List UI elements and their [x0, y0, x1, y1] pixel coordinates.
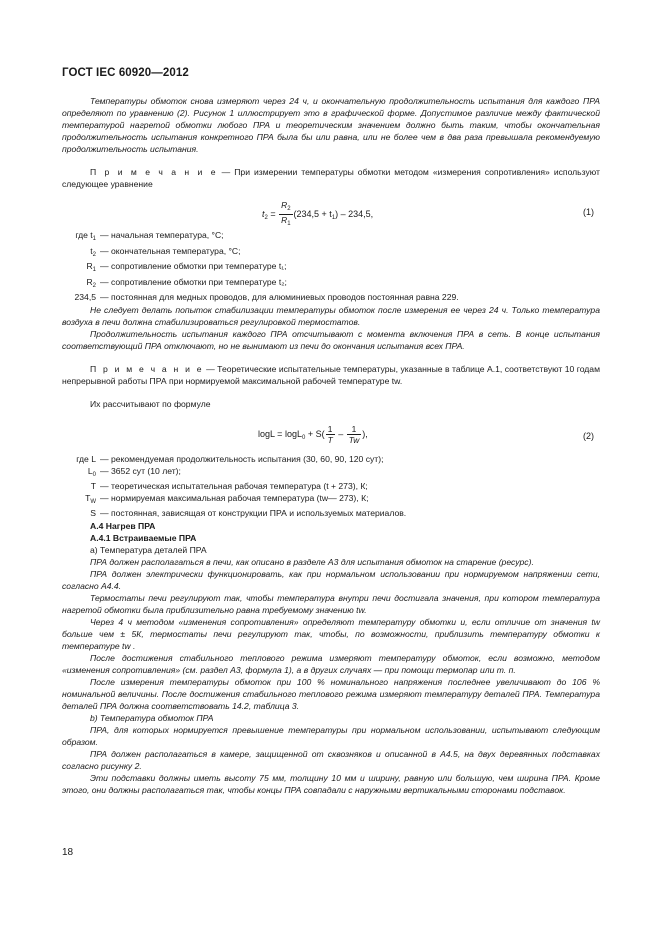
formula-2-f1-numerator: 1: [326, 424, 335, 435]
formula-1-fraction: [279, 200, 292, 229]
definition-symbol: [62, 261, 96, 277]
note-2-text: — Теоретические испытательные температуры, указанные в таблице А.1, соответствуют 10 годам непрерывной работы ПРА при нормируемой максимальной рабочей температуре tw.: [62, 363, 600, 386]
calc-intro: Их рассчитывают по формуле: [90, 398, 211, 409]
formula-2-expression: [258, 424, 368, 445]
definition-symbol-text: R: [86, 261, 93, 272]
definition-row: [62, 246, 600, 262]
definition-description: — сопротивление обмотки при температуре t₁;: [100, 261, 287, 272]
page-body: [62, 95, 600, 796]
definition-row: [62, 292, 600, 304]
definitions-formula-1: [62, 230, 600, 304]
definition-description: — постоянная, зависящая от конструкции ПРА и используемых материалов.: [100, 508, 407, 519]
paragraph-final-duration: Температуры обмоток снова измеряют через 24 ч, и окончательную продолжительность испытания для каждого ПРА определяют по уравнению (2). Рисунок 1 иллюстрирует это в графической форме. Допустимое различие между фактической температурой нагретой обмотки любого ПРА и теоретическим значением должно быть таким, чтобы окончательная продолжительность испытания конкретного ПРА была бы или равна, или не более чем в два раза превышала рекомендуемую продолжительность испытания.: [62, 96, 600, 154]
note-resistance-method: [62, 166, 600, 190]
definition-symbol-sub: 0: [92, 471, 96, 478]
formula-1-numerator: R: [281, 200, 288, 210]
formula-1-expression: [262, 200, 373, 229]
item-a: а) Температура деталей ПРА: [90, 544, 207, 555]
definition-symbol-text: S: [90, 508, 96, 519]
paragraph-stable-mode: После достижения стабильного теплового режима измеряют температуру обмоток, если возможно, методом «изменения сопротивления» (см. раздел А3, формула 1), а в других случаях — при помощи термопар или т. п.: [62, 652, 600, 675]
definition-symbol-sub: 1: [92, 236, 96, 242]
formula-1-tail: ) – 234,5,: [335, 208, 374, 219]
note-text: — При измерении температуры обмотки методом «измерения сопротивления» используют следующее уравнение: [62, 167, 600, 189]
paragraph-oven-placement: ПРА должен располагаться в печи, как описано в разделе А3 для испытания обмоток на старение (ресурс).: [90, 556, 534, 567]
paragraph-106-percent: После измерения температуры обмоток при 100 % номинального напряжения последнее увеличивают до 106 % номинальной величины. После достижения стабильного теплового режима измеряют температуру деталей ПРА. Температура деталей ПРА должна соответствовать 14.2, таблица 3.: [62, 676, 600, 711]
heading-a41: А.4.1 Встраиваемые ПРА: [90, 532, 197, 543]
definition-symbol-sub: W: [90, 498, 96, 505]
heading-a4: А.4 Нагрев ПРА: [90, 520, 156, 531]
definition-description: — окончательная температура, °С;: [100, 245, 241, 256]
definition-symbol-text: t: [90, 245, 93, 256]
definition-symbol: [62, 230, 96, 246]
definition-symbol-sub: 1: [92, 267, 96, 274]
definition-row: [62, 454, 600, 466]
note-label: П р и м е ч а н и е: [90, 167, 218, 177]
formula-1-numerator-sub: 2: [287, 206, 291, 212]
formula-1-rest-sub: 1: [331, 214, 336, 221]
definition-symbol-text: где t: [75, 230, 93, 240]
standard-header: ГОСТ IEC 60920—2012: [62, 67, 189, 79]
definition-description: — нормируемая максимальная рабочая температура (tw— 273), К;: [100, 492, 369, 503]
paragraph-winding-test: ПРА, для которых нормируется превышение температуры при нормальном использовании, испытывают следующим образом.: [62, 724, 600, 747]
formula-1-number: (1): [583, 207, 594, 217]
definition-symbol: [62, 493, 96, 509]
definition-row: [62, 481, 600, 493]
formula-1-denominator-sub: 1: [287, 221, 291, 227]
definition-description: — рекомендуемая продолжительность испытания (30, 60, 90, 120 сут);: [100, 453, 384, 464]
definition-symbol-sub: 2: [92, 282, 96, 289]
definition-description: — 3652 сут (10 лет);: [100, 465, 181, 476]
definition-row: [62, 277, 600, 293]
definition-symbol-text: R: [86, 276, 93, 287]
formula-1-lhs: t: [262, 208, 265, 219]
paragraph-chamber: ПРА должен располагаться в камере, защищенной от сквозняков и описанной в А4.5, на двух деревянных подставках согласно рисунку 2.: [62, 748, 600, 771]
formula-2-number: (2): [583, 430, 594, 441]
formula-2-left: logL = logL: [258, 428, 302, 439]
definition-symbol-text: L: [87, 465, 93, 476]
definition-row: [62, 508, 600, 520]
formula-1: [62, 194, 600, 228]
formula-1-rest: (234,5 + t: [293, 208, 332, 219]
note-theoretical-temperatures: [62, 363, 600, 387]
paragraph-test-duration: Продолжительность испытания каждого ПРА отсчитывают с момента включения ПРА в сеть. В конце испытания соответствующий ПРА отключают, но не вынимают из печи до окончания испытания всех ПРА.: [62, 328, 600, 351]
item-b: b) Температура обмоток ПРА: [90, 712, 214, 723]
formula-2-f1-denominator: T: [327, 434, 333, 445]
definition-symbol: [62, 454, 96, 466]
definition-symbol-text: 234,5: [74, 292, 96, 303]
definition-symbol-text: T: [85, 492, 91, 503]
formula-1-eq: =: [267, 208, 279, 219]
definition-row: [62, 230, 600, 246]
definition-symbol: [62, 246, 96, 262]
definition-description: — постоянная для медных проводов, для алюминиевых проводов постоянная равна 229.: [100, 292, 459, 303]
definition-symbol-text: T: [90, 481, 96, 492]
paragraph-four-hours: Через 4 ч методом «изменения сопротивления» определяют температуру обмотки и, если отличие от значения tw больше чем ± 5К, термостаты печи регулируют так, чтобы, по возможности, приблизить температуру обмотки к температуре tw .: [62, 616, 600, 651]
formula-2-fraction-2: [347, 424, 362, 445]
formula-2-f2-denominator: Tw: [348, 434, 360, 445]
formula-2: [62, 418, 600, 452]
paragraph-supports: Эти подставки должны иметь высоту 75 мм, толщину 10 мм и ширину, равную или большую, чем ширина ПРА. Кроме этого, они должны располагаться так, чтобы концы ПРА совпадали с наружными вертикальными сторонами подставок.: [62, 772, 600, 795]
formula-2-f2-numerator: 1: [347, 424, 362, 435]
definition-row: [62, 261, 600, 277]
definition-symbol: [62, 481, 96, 493]
paragraph-electrical-function: ПРА должен электрически функционировать, как при нормальном использовании при нормируемом напряжении сети, согласно А4.4.: [62, 568, 600, 591]
definition-symbol-text: где L: [76, 453, 96, 464]
formula-2-fraction-1: [326, 424, 335, 445]
page-number: 18: [62, 847, 74, 858]
definition-symbol: [62, 508, 96, 520]
formula-2-tail: ),: [362, 428, 368, 439]
definition-symbol: [62, 277, 96, 293]
paragraph-no-stabilization: Не следует делать попыток стабилизации температуры обмоток после измерения ее через 24 ч. Только температура воздуха в печи должна стабилизироваться регулировкой термостатов.: [62, 304, 600, 327]
paragraph-thermostats: Термостаты печи регулируют так, чтобы температура внутри печи достигала значения, при котором температура нагретой обмотки была приблизительно равна требуемому значению tw.: [62, 592, 600, 615]
formula-2-mid: + S(: [305, 428, 325, 439]
definition-row: [62, 466, 600, 482]
formula-1-denominator: R: [281, 215, 288, 225]
definition-description: — сопротивление обмотки при температуре t₂;: [100, 276, 287, 287]
definition-symbol-sub: 2: [92, 251, 96, 258]
formula-2-operator: –: [335, 428, 346, 439]
formula-1-lhs-sub: 2: [264, 214, 268, 221]
note-2-label: П р и м е ч а н и е: [90, 363, 204, 374]
definitions-formula-2: [62, 454, 600, 520]
definition-symbol: [62, 466, 96, 482]
formula-2-left-sub: 0: [301, 434, 306, 441]
definition-row: [62, 493, 600, 509]
definition-description: — начальная температура, °С;: [100, 230, 224, 240]
definition-description: — теоретическая испытательная рабочая температура (t + 273), К;: [100, 481, 368, 492]
definition-symbol: [62, 292, 96, 304]
